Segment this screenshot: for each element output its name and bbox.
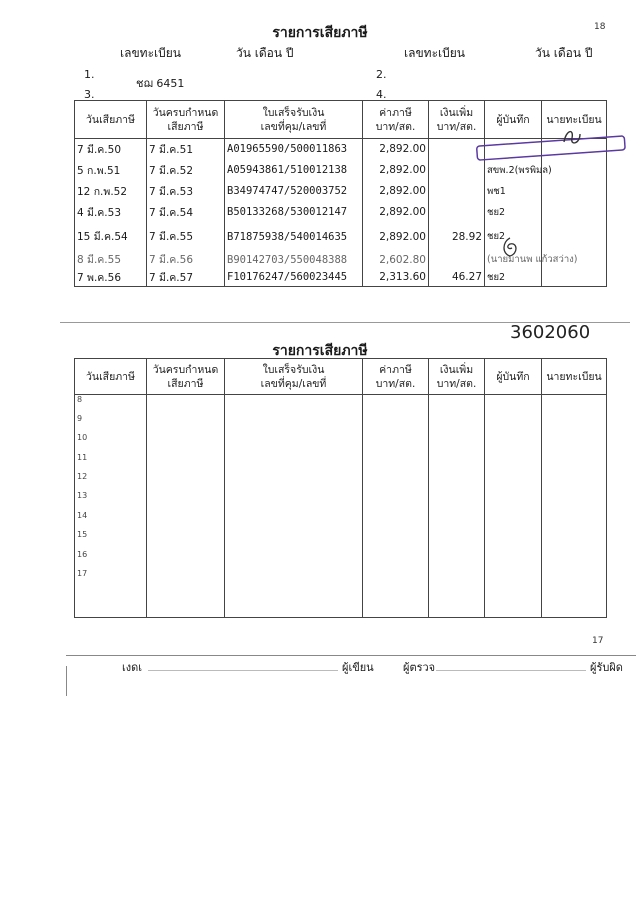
cell-line-number: 14	[75, 511, 147, 530]
signature-mark-top	[560, 126, 584, 148]
cell-paid: 12 ก.พ.52	[75, 181, 147, 202]
col-header-receipt: ใบเสร็จรับเงิน เลขที่คุม/เลขที่	[225, 359, 363, 395]
cell-empty	[225, 491, 363, 510]
cell-empty	[225, 511, 363, 530]
cell-empty	[225, 530, 363, 549]
cell-empty	[147, 530, 225, 549]
table-row	[75, 181, 607, 202]
cell-empty	[225, 414, 363, 433]
cell-registrar	[542, 181, 607, 202]
cell-tax: 2,313.60	[363, 269, 429, 287]
cell-empty	[225, 569, 363, 617]
cell-line-number: 13	[75, 491, 147, 510]
col-header-due-date: วันครบกำหนด เสียภาษี	[147, 359, 225, 395]
cell-empty	[147, 511, 225, 530]
cell-empty	[542, 530, 607, 549]
cell-paid: 5 ก.พ.51	[75, 160, 147, 181]
cell-empty	[542, 414, 607, 433]
cell-line-number: 17	[75, 569, 147, 617]
cell-due: 7 มี.ค.52	[147, 160, 225, 181]
col-header-surcharge: เงินเพิ่ม บาท/สต.	[429, 101, 485, 139]
cell-empty	[429, 491, 485, 510]
cell-due: 7 มี.ค.55	[147, 223, 225, 251]
cell-registrar	[542, 269, 607, 287]
cell-empty	[363, 395, 429, 414]
cell-empty	[485, 433, 542, 452]
cell-empty	[542, 395, 607, 414]
cell-empty	[147, 569, 225, 617]
cell-empty	[485, 414, 542, 433]
cell-empty	[429, 395, 485, 414]
col-header-recorder: ผู้บันทึก	[485, 101, 542, 139]
cell-tax: 2,892.00	[363, 139, 429, 160]
table-row	[75, 569, 607, 617]
cell-registrar	[542, 202, 607, 223]
footer-middle: ผู้เขียน	[342, 661, 374, 674]
cell-empty	[542, 433, 607, 452]
table-header-row	[75, 101, 607, 139]
cell-empty	[429, 530, 485, 549]
cell-empty	[147, 453, 225, 472]
item-4-label: 4.	[376, 88, 387, 101]
cell-empty	[429, 414, 485, 433]
cell-empty	[363, 453, 429, 472]
cell-empty	[485, 530, 542, 549]
col-header-registrar: นายทะเบียน	[542, 359, 607, 395]
cell-empty	[363, 550, 429, 569]
col-header-due-date: วันครบกำหนด เสียภาษี	[147, 101, 225, 139]
cell-empty	[147, 433, 225, 452]
cell-surcharge	[429, 181, 485, 202]
cell-tax: 2,892.00	[363, 223, 429, 251]
cell-due: 7 มี.ค.54	[147, 202, 225, 223]
table-row	[75, 550, 607, 569]
footer-divider	[66, 655, 636, 656]
cell-empty	[147, 414, 225, 433]
table-row	[75, 160, 607, 181]
cell-empty	[485, 511, 542, 530]
table-row	[75, 433, 607, 452]
cell-empty	[485, 550, 542, 569]
table-row	[75, 511, 607, 530]
cell-empty	[429, 472, 485, 491]
page-number-top: 18	[594, 22, 606, 32]
cell-tax: 2,892.00	[363, 160, 429, 181]
cell-empty	[363, 511, 429, 530]
cell-surcharge: 28.92	[429, 223, 485, 251]
cell-empty	[429, 569, 485, 617]
col-header-surcharge: เงินเพิ่ม บาท/สต.	[429, 359, 485, 395]
table-row	[75, 414, 607, 433]
cell-receipt: F10176247/560023445	[225, 269, 363, 287]
footer-left: เงดเ	[122, 661, 143, 674]
header-registration-left: เลขทะเบียน	[120, 46, 181, 60]
footer-line-1	[148, 670, 338, 671]
cell-line-number: 8	[75, 395, 147, 414]
cell-receipt: B34974747/520003752	[225, 181, 363, 202]
top-section-title: รายการเสียภาษี	[272, 25, 368, 41]
cell-tax: 2,892.00	[363, 202, 429, 223]
col-header-paid-date: วันเสียภาษี	[75, 101, 147, 139]
cell-line-number: 15	[75, 530, 147, 549]
bottom-section-title: รายการเสียภาษี	[272, 343, 368, 359]
cell-paid: 7 พ.ค.56	[75, 269, 147, 287]
col-header-recorder: ผู้บันทึก	[485, 359, 542, 395]
cell-empty	[542, 453, 607, 472]
col-header-tax: ค่าภาษี บาท/สต.	[363, 101, 429, 139]
cell-paid: 4 มี.ค.53	[75, 202, 147, 223]
cell-empty	[429, 511, 485, 530]
cell-recorder: พช1	[485, 181, 542, 202]
cell-recorder: ชย2	[485, 202, 542, 223]
cell-line-number: 9	[75, 414, 147, 433]
cell-empty	[147, 550, 225, 569]
cell-empty	[485, 491, 542, 510]
page-number-bottom: 17	[592, 636, 604, 646]
cell-receipt: B90142703/550048388	[225, 251, 363, 269]
cell-due: 7 มี.ค.53	[147, 181, 225, 202]
header-registration-right: เลขทะเบียน	[404, 46, 465, 60]
cell-empty	[147, 491, 225, 510]
cell-surcharge	[429, 202, 485, 223]
cell-empty	[225, 472, 363, 491]
cell-line-number: 12	[75, 472, 147, 491]
cell-empty	[542, 511, 607, 530]
cell-empty	[485, 453, 542, 472]
binding-edge	[66, 666, 67, 696]
cell-empty	[542, 550, 607, 569]
cell-line-number: 10	[75, 433, 147, 452]
tax-records-table-top	[74, 100, 607, 287]
col-header-receipt: ใบเสร็จรับเงิน เลขที่คุม/เลขที่	[225, 101, 363, 139]
cell-empty	[225, 433, 363, 452]
table-row	[75, 472, 607, 491]
cell-receipt: A05943861/510012138	[225, 160, 363, 181]
cell-paid: 7 มี.ค.50	[75, 139, 147, 160]
item-3-label: 3.	[84, 88, 95, 101]
table-row	[75, 491, 607, 510]
table-row	[75, 202, 607, 223]
cell-empty	[542, 491, 607, 510]
table-row	[75, 223, 607, 251]
cell-empty	[363, 472, 429, 491]
cell-recorder: ชย2	[485, 223, 542, 251]
cell-empty	[363, 569, 429, 617]
cell-empty	[485, 569, 542, 617]
header-date-right: วัน เดือน ปี	[535, 46, 593, 60]
cell-empty	[147, 472, 225, 491]
item-1-value: ชฌ 6451	[136, 77, 185, 90]
cell-empty	[225, 453, 363, 472]
col-header-paid-date: วันเสียภาษี	[75, 359, 147, 395]
cell-empty	[542, 472, 607, 491]
cell-empty	[429, 550, 485, 569]
footer-far-right: ผู้รับผิด	[590, 661, 623, 674]
cell-paid: 15 มี.ค.54	[75, 223, 147, 251]
cell-receipt: B71875938/540014635	[225, 223, 363, 251]
cell-empty	[363, 491, 429, 510]
item-2-label: 2.	[376, 68, 387, 81]
header-date-left: วัน เดือน ปี	[236, 46, 294, 60]
cell-registrar	[542, 223, 607, 251]
col-header-registrar: นายทะเบียน	[542, 101, 607, 139]
cell-empty	[485, 395, 542, 414]
cell-recorder: สขพ.2(พรพิมล)	[485, 160, 542, 181]
cell-empty	[225, 550, 363, 569]
cell-surcharge: 46.27	[429, 269, 485, 287]
table-row	[75, 269, 607, 287]
footer-line-2	[436, 670, 586, 671]
handwritten-number: 3602060	[510, 322, 591, 343]
table-row	[75, 395, 607, 414]
table-row	[75, 530, 607, 549]
cell-due: 7 มี.ค.56	[147, 251, 225, 269]
cell-tax: 2,602.80	[363, 251, 429, 269]
signature-mark-mid	[500, 236, 520, 258]
tax-records-table-bottom	[74, 358, 607, 618]
cell-due: 7 มี.ค.51	[147, 139, 225, 160]
cell-receipt: A01965590/500011863	[225, 139, 363, 160]
table-header-row	[75, 359, 607, 395]
cell-due: 7 มี.ค.57	[147, 269, 225, 287]
cell-line-number: 11	[75, 453, 147, 472]
cell-empty	[363, 433, 429, 452]
cell-empty	[429, 433, 485, 452]
footer-right: ผู้ตรวจ	[403, 661, 436, 674]
cell-empty	[225, 395, 363, 414]
table-row	[75, 453, 607, 472]
cell-line-number: 16	[75, 550, 147, 569]
col-header-tax: ค่าภาษี บาท/สต.	[363, 359, 429, 395]
item-1-label: 1.	[84, 68, 95, 81]
cell-paid: 8 มี.ค.55	[75, 251, 147, 269]
cell-recorder: ชย2	[485, 269, 542, 287]
table-row	[75, 251, 607, 269]
cell-recorder: (นายมานพ แก้วสว่าง)	[485, 251, 542, 269]
cell-tax: 2,892.00	[363, 181, 429, 202]
cell-surcharge	[429, 251, 485, 269]
cell-empty	[363, 414, 429, 433]
cell-empty	[363, 530, 429, 549]
cell-empty	[147, 395, 225, 414]
cell-receipt: B50133268/530012147	[225, 202, 363, 223]
cell-empty	[485, 472, 542, 491]
cell-empty	[429, 453, 485, 472]
cell-empty	[542, 569, 607, 617]
